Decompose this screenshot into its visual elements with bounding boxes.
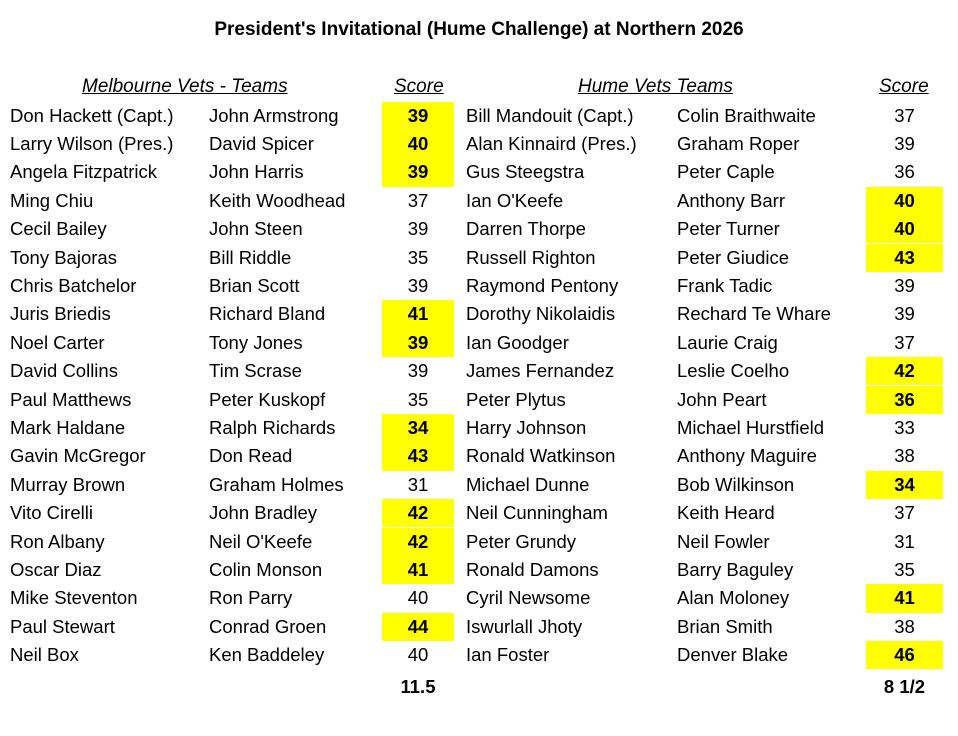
player-2-name: Keith Woodhead (209, 189, 346, 211)
player-1-name: Juris Briedis (10, 303, 111, 325)
player-2-name: Michael Hurstfield (677, 416, 825, 438)
player-1-name: Mike Steventon (10, 587, 138, 609)
score: 31 (894, 530, 915, 552)
page-title: President's Invitational (Hume Challenge) at Northern 2026 (214, 19, 744, 40)
player-2-name: Neil Fowler (677, 530, 770, 552)
player-1-name: Iswurlall Jhoty (466, 615, 583, 637)
player-1-name: Bill Mandouit (Capt.) (466, 104, 634, 126)
player-1-name: Oscar Diaz (10, 558, 102, 580)
score: 35 (407, 246, 429, 268)
player-2-name: Tim Scrase (209, 360, 302, 382)
player-1-name: Cecil Bailey (10, 218, 107, 240)
winning-score: 41 (382, 300, 454, 328)
player-1-name: Angela Fitzpatrick (10, 161, 158, 183)
winning-score: 42 (866, 357, 943, 385)
player-2-name: Colin Monson (209, 558, 323, 580)
score: 39 (407, 218, 429, 240)
player-2-name: Peter Caple (677, 161, 775, 183)
right-total: 8 1/2 (883, 676, 926, 697)
player-1-name: Dorothy Nikolaidis (466, 303, 616, 325)
player-2-name: Bill Riddle (209, 246, 292, 268)
player-2-name: Anthony Barr (677, 189, 785, 211)
player-1-name: Don Hackett (Capt.) (10, 104, 174, 126)
winning-score: 40 (866, 187, 943, 215)
player-1-name: Noel Carter (10, 331, 105, 353)
player-2-name: Colin Braithwaite (677, 104, 816, 126)
player-1-name: Mark Haldane (10, 416, 126, 438)
winning-score: 43 (382, 442, 454, 470)
player-2-name: Rechard Te Whare (677, 303, 831, 325)
player-2-name: Neil O'Keefe (209, 530, 313, 552)
left-team-header: Melbourne Vets - Teams (82, 76, 288, 97)
player-2-name: David Spicer (209, 132, 314, 154)
player-1-name: Peter Grundy (466, 530, 577, 552)
player-2-name: Brian Smith (677, 615, 773, 637)
player-1-name: James Fernandez (466, 360, 615, 382)
right-score-header: Score (879, 76, 929, 97)
player-1-name: Harry Johnson (466, 416, 587, 438)
player-2-name: Peter Kuskopf (209, 388, 326, 410)
player-1-name: Peter Plytus (466, 388, 566, 410)
winning-score: 40 (382, 130, 454, 158)
player-2-name: Richard Bland (209, 303, 326, 325)
winning-score: 44 (382, 613, 454, 641)
player-2-name: Denver Blake (677, 644, 789, 666)
player-1-name: Neil Cunningham (466, 502, 608, 524)
player-1-name: Larry Wilson (Pres.) (10, 132, 174, 154)
player-1-name: Cyril Newsome (466, 587, 591, 609)
player-2-name: Conrad Groen (209, 615, 327, 637)
player-1-name: Murray Brown (10, 473, 126, 495)
winning-score: 41 (382, 556, 454, 584)
player-1-name: Gavin McGregor (10, 445, 146, 467)
score: 39 (894, 132, 915, 154)
right-team-header: Hume Vets Teams (578, 76, 733, 97)
score: 37 (894, 502, 915, 524)
player-1-name: Ron Albany (10, 530, 105, 552)
player-1-name: Chris Batchelor (10, 274, 137, 296)
score: 37 (407, 189, 429, 211)
player-2-name: Peter Giudice (677, 246, 790, 268)
winning-score: 34 (866, 471, 943, 499)
score: 37 (894, 104, 915, 126)
player-2-name: John Steen (209, 218, 303, 240)
score: 38 (894, 615, 915, 637)
winning-score: 42 (382, 528, 454, 556)
player-1-name: Russell Righton (466, 246, 596, 268)
player-1-name: Paul Stewart (10, 615, 115, 637)
score: 37 (894, 331, 915, 353)
left-score-header: Score (394, 76, 444, 97)
score: 33 (894, 416, 915, 438)
score: 40 (407, 644, 429, 666)
player-2-name: John Bradley (209, 502, 317, 524)
player-1-name: Ronald Damons (466, 558, 599, 580)
winning-score: 43 (866, 244, 943, 272)
player-1-name: Darren Thorpe (466, 218, 586, 240)
winning-score: 40 (866, 215, 943, 243)
score: 40 (407, 587, 429, 609)
score: 35 (407, 388, 429, 410)
winning-score: 39 (382, 102, 454, 130)
player-1-name: Paul Matthews (10, 388, 132, 410)
player-1-name: Neil Box (10, 644, 79, 666)
score: 39 (407, 360, 429, 382)
player-2-name: Ken Baddeley (209, 644, 325, 666)
player-1-name: David Collins (10, 360, 118, 382)
player-2-name: Don Read (209, 445, 293, 467)
player-1-name: Raymond Pentony (466, 274, 619, 296)
score: 36 (894, 161, 915, 183)
winning-score: 42 (382, 499, 454, 527)
player-1-name: Tony Bajoras (10, 246, 117, 268)
player-1-name: Ian Goodger (466, 331, 569, 353)
score: 38 (894, 445, 915, 467)
player-1-name: Ming Chiu (10, 189, 94, 211)
player-2-name: John Harris (209, 161, 304, 183)
player-2-name: John Peart (677, 388, 767, 410)
player-2-name: Laurie Craig (677, 331, 778, 353)
score: 39 (894, 303, 915, 325)
player-2-name: Peter Turner (677, 218, 780, 240)
player-1-name: Vito Cirelli (10, 502, 93, 524)
player-1-name: Michael Dunne (466, 473, 590, 495)
player-2-name: Tony Jones (209, 331, 303, 353)
player-2-name: Ron Parry (209, 587, 293, 609)
score: 39 (894, 274, 915, 296)
player-2-name: Barry Baguley (677, 558, 794, 580)
player-1-name: Ian Foster (466, 644, 550, 666)
score: 31 (407, 473, 429, 495)
winning-score: 34 (382, 414, 454, 442)
player-2-name: Bob Wilkinson (677, 473, 795, 495)
player-1-name: Ian O'Keefe (466, 189, 564, 211)
player-2-name: John Armstrong (209, 104, 339, 126)
player-2-name: Anthony Maguire (677, 445, 817, 467)
winning-score: 36 (866, 386, 943, 414)
player-2-name: Ralph Richards (209, 416, 336, 438)
player-1-name: Alan Kinnaird (Pres.) (466, 132, 637, 154)
winning-score: 39 (382, 329, 454, 357)
player-2-name: Brian Scott (209, 274, 300, 296)
score: 39 (407, 274, 429, 296)
player-2-name: Keith Heard (677, 502, 775, 524)
player-2-name: Alan Moloney (677, 587, 790, 609)
winning-score: 39 (382, 158, 454, 186)
player-1-name: Gus Steegstra (466, 161, 585, 183)
winning-score: 41 (866, 584, 943, 612)
player-2-name: Graham Roper (677, 132, 800, 154)
score: 35 (894, 558, 915, 580)
left-total: 11.5 (400, 676, 436, 697)
player-2-name: Graham Holmes (209, 473, 344, 495)
player-2-name: Frank Tadic (677, 274, 773, 296)
winning-score: 46 (866, 641, 943, 669)
player-2-name: Leslie Coelho (677, 360, 790, 382)
player-1-name: Ronald Watkinson (466, 445, 616, 467)
